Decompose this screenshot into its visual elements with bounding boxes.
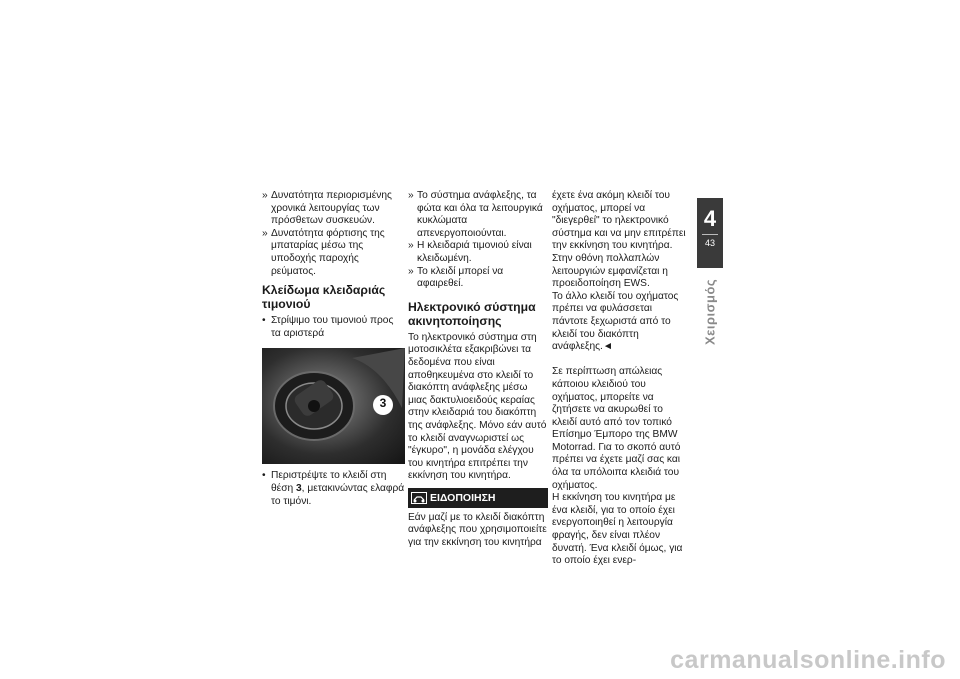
list-text: Η κλειδαριά τιμονιού είναι κλειδωμένη.: [417, 240, 532, 264]
bullet-marker: •: [262, 315, 266, 327]
step-text-end: , μετακινώντας ελαφρά το τιμόνι.: [271, 482, 405, 507]
bullet-marker: •: [262, 470, 266, 482]
paragraph: Η εκκίνηση του κινητήρα με ένα κλειδί, για το οποίο έχει ενεργοποιηθεί η λειτουργία φραγής, δεν είναι πλέον δυνατή. Ένα κλειδί όμως, για το οποίο έχει ενερ-: [552, 492, 683, 567]
paragraph: [552, 291, 690, 354]
end-mark: ◄: [602, 341, 613, 353]
list-marker: »: [408, 240, 414, 252]
warning-banner: [408, 488, 548, 508]
paragraph: Σε περίπτωση απώλειας κάποιου κλειδιού του οχήματος, μπορείτε να ζητήσετε να ακυρωθεί το κλειδί αυτό από τον τοπικό Επίσημο Έμπορο της BMW Motorrad. Για το σκοπό αυτό πρέπει να έχετε μαζί σας και όλα τα υπόλοιπα κλειδιά του οχήματος.: [552, 366, 681, 491]
paragraph: Εάν μαζί με το κλειδί διακόπτη ανάφλεξης που χρησιμοποιείτε για την εκκίνηση του κινητήρα: [408, 511, 547, 549]
list-item: [408, 266, 548, 291]
step-text: Στρίψιμο του τιμονιού προς τα αριστερά: [271, 315, 394, 339]
paragraph: έχετε ένα ακόμη κλειδί του οχήματος, μπορεί να "διεγερθεί" το ηλεκτρονικό σύστημα και να μην επιτρέπει την εκκίνηση του κινητήρα. Στην οθόνη πολλαπλών λειτουργιών εμφανίζεται η προειδοποίηση EWS.: [552, 190, 686, 290]
list-text: Δυνατότητα περιορισμένης χρονικά λειτουργίας των πρόσθετων συσκευών.: [271, 190, 392, 227]
page-number: 43: [704, 238, 715, 248]
ignition-lock-photo: [262, 348, 405, 464]
paragraph-text: Το άλλο κλειδί του οχήματος πρέπει να φυλάσσεται πάντοτε ξεχωριστά από το κλειδί του διακόπτη ανάφλεξης.: [552, 290, 679, 353]
step-text: Περιστρέψτε το κλειδί στη θέση: [271, 470, 387, 494]
list-item: [262, 228, 405, 278]
watermark: carmanualsonline.info: [670, 646, 946, 674]
step-item: [262, 315, 405, 340]
section-heading: Κλείδωμα κλειδαριάς τιμονιού: [262, 283, 386, 312]
warning-label: ΕΙΔΟΠΟΙΗΣΗ: [430, 491, 496, 504]
chapter-tab: [697, 198, 723, 268]
list-marker: »: [408, 265, 414, 277]
list-marker: »: [408, 190, 414, 201]
list-marker: »: [262, 227, 268, 239]
column-2: [408, 190, 548, 550]
position-label: 3: [379, 396, 387, 411]
list-item: [408, 240, 548, 265]
list-item: [262, 190, 405, 228]
section-heading: Ηλεκτρονικό σύστημα ακινητοποίησης: [408, 299, 536, 328]
column-3: [552, 190, 690, 568]
list-text: Το κλειδί μπορεί να αφαιρεθεί.: [417, 265, 504, 290]
step-item: [262, 470, 405, 508]
list-text: Δυνατότητα φόρτισης της μπαταρίας μέσω της υποδοχής παροχής ρεύματος.: [271, 227, 385, 277]
side-section-label: Χειρισμός: [702, 278, 718, 346]
column-1: [262, 190, 405, 508]
list-item: [408, 190, 548, 240]
list-text: Το σύστημα ανάφλεξης, τα φώτα και όλα τα λειτουργικά κυκλώματα απενεργοποιούνται.: [417, 190, 543, 239]
list-marker: »: [262, 190, 268, 201]
motorcycle-icon: [408, 488, 430, 508]
paragraph: Το ηλεκτρονικό σύστημα στη μοτοσικλέτα εξακριβώνει τα δεδομένα που είναι αποθηκευμένα στο κλειδί το διακόπτη ανάφλεξης μέσω μιας δακτυλιοειδούς κεραίας στην κλειδαριά του διακόπτη της ανάφλεξης. Μόνο εάν αυτό το κλειδί αναγνωριστεί ως "έγκυρο", η μονάδα ελέγχου του κινητήρα επιτρέπει την εκκίνηση του κινητήρα.: [408, 331, 547, 482]
chapter-number: 4: [703, 206, 717, 231]
step-position: 3: [296, 482, 302, 494]
